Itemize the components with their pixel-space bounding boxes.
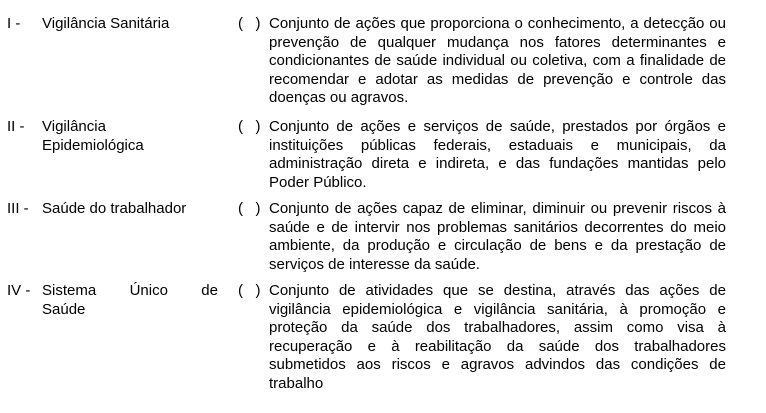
item-definition: Conjunto de ações capaz de eliminar, diminuir ou prevenir riscos à saúde e de intervir nos problemas sanitários decorrentes do meio ambiente, da produção e circulação de bens e da prestação de serviços de interesse da saúde. (269, 200, 726, 273)
item-term-line-1: Vigilância (42, 118, 106, 135)
item-numeral: I - (7, 15, 21, 32)
answer-blank[interactable]: ( ) (238, 15, 261, 32)
item-term: Saúde do trabalhador (42, 200, 187, 217)
answer-blank[interactable]: ( ) (238, 282, 261, 299)
item-numeral: III - (7, 200, 29, 217)
item-term-line-1: Sistema Único de (42, 282, 218, 299)
item-definition: Conjunto de ações e serviços de saúde, prestados por órgãos e instituições públicas federais, estaduais e municipais, da administração direta e indireta, e das fundações mantidas pelo Poder Público. (269, 118, 726, 191)
item-term (42, 118, 218, 155)
item-numeral: II - (7, 118, 25, 135)
answer-blank[interactable]: ( ) (238, 118, 261, 135)
item-term: Vigilância Sanitária (42, 15, 170, 32)
item-term-line-2: Epidemiológica (42, 136, 144, 154)
item-definition: Conjunto de ações que proporciona o conhecimento, a detecção ou prevenção de qualquer mudança nos fatores determinantes e condicionantes de saúde individual ou coletiva, com a finalidade de recomendar e adotar as medidas de prevenção e controle das doenças ou agravos. (269, 15, 726, 106)
item-definition: Conjunto de atividades que se destina, através das ações de vigilância epidemiológica e vigilância sanitária, à promoção e proteção da saúde dos trabalhadores, assim como visa à recuperação e à reabilitação da saúde dos trabalhadores submetidos aos riscos e agravos advindos das condições de trabalho (269, 282, 726, 392)
item-numeral: IV - (7, 282, 31, 299)
item-term (42, 282, 218, 319)
answer-blank[interactable]: ( ) (238, 200, 261, 217)
item-term-line-2: Saúde (42, 300, 86, 318)
